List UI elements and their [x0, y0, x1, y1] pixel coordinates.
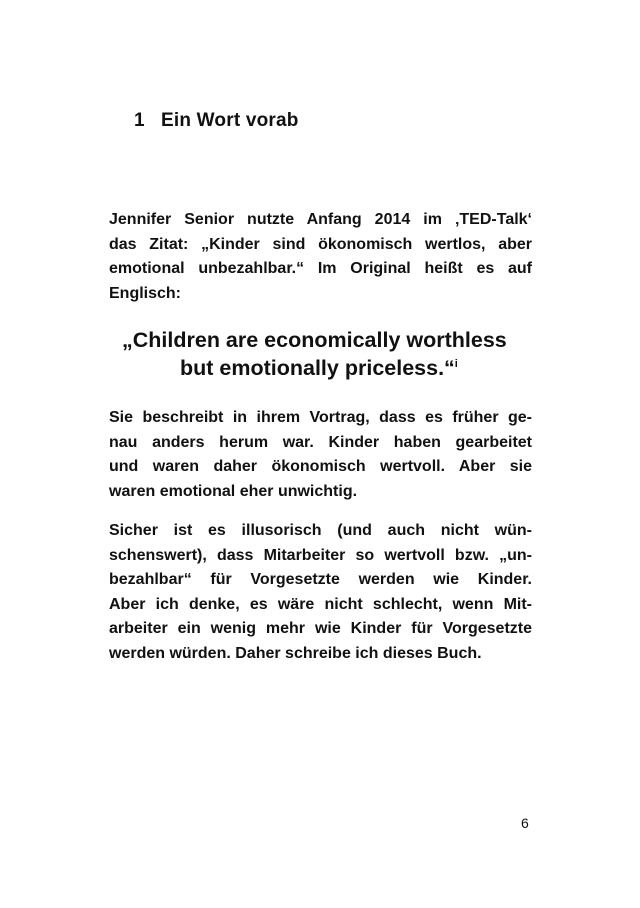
text-line: Englisch:	[109, 284, 182, 302]
footnote-marker: i	[454, 357, 458, 370]
text-line: arbeiter ein wenig mehr wie Kinder für Vorgesetzte	[109, 620, 532, 637]
paragraph-reason	[109, 519, 532, 666]
text-line: waren emotional eher unwichtig.	[109, 482, 358, 500]
text-line: Jennifer Senior nutzte Anfang 2014 im ‚TED-Talk‘	[109, 211, 532, 228]
text-line: werden würden. Daher schreibe ich dieses Buch.	[109, 644, 482, 662]
page-number: 6	[521, 815, 529, 831]
quote-line-1: „Children are economically worthless	[122, 328, 507, 352]
text-line: nau anders herum war. Kinder haben gearbeitet	[109, 433, 532, 451]
text-line: Sie beschreibt in ihrem Vortrag, dass es früher ge-	[109, 409, 532, 426]
chapter-heading	[134, 110, 299, 132]
text-line: emotional unbezahlbar.“ Im Original heißt es auf	[109, 260, 532, 277]
paragraph-lecture	[109, 406, 532, 504]
text-line: und waren daher ökonomisch wertvoll. Aber sie	[109, 458, 532, 475]
text-line: Aber ich denke, es wäre nicht schlecht, wenn Mit-	[109, 595, 532, 613]
text-line: schenswert), dass Mitarbeiter so wertvoll bzw. „un-	[109, 546, 532, 564]
quote-line-2	[180, 354, 458, 382]
chapter-number: 1	[134, 110, 145, 131]
chapter-title: Ein Wort vorab	[161, 110, 299, 131]
text-line: Sicher ist es illusorisch (und auch nicht wün-	[109, 522, 532, 539]
text-line: das Zitat: „Kinder sind ökonomisch wertlos, aber	[109, 235, 532, 253]
quote-line-2-text: but emotionally priceless.“	[180, 356, 455, 380]
intro-paragraph	[109, 208, 532, 306]
text-line: bezahlbar“ für Vorgesetzte werden wie Kinder.	[109, 571, 532, 588]
